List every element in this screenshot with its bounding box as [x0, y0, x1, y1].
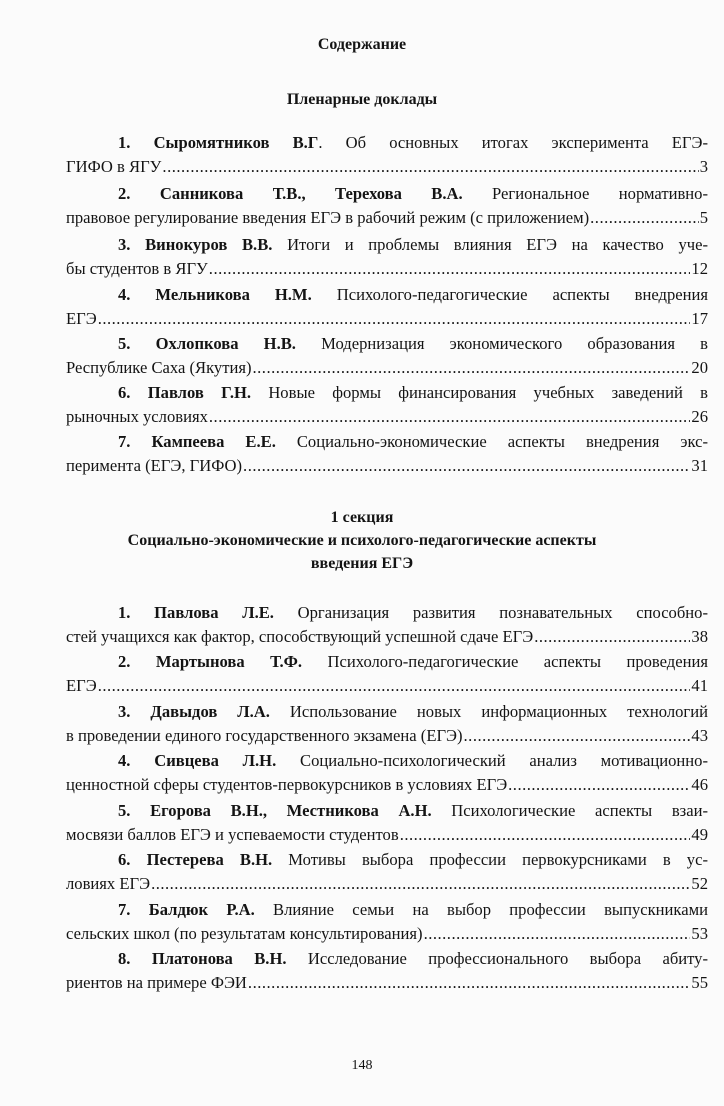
toc-entry: [66, 381, 708, 429]
toc-entry-title-cont: ловиях ЕГЭ: [66, 874, 151, 893]
toc-entry-author: 6. Пестерева В.Н.: [118, 850, 273, 869]
toc-entry-line2: [66, 625, 708, 649]
toc-entry-author: 1. Сыромятников В.Г: [118, 133, 319, 152]
toc-entry: [66, 182, 708, 230]
dot-leader: [424, 922, 691, 946]
toc-entry-line1: [66, 283, 708, 307]
toc-entry: [66, 430, 708, 478]
toc-entry-page: 53: [691, 924, 708, 943]
toc-entry-title: Влияние семьи на выбор профессии выпускниками: [254, 900, 708, 919]
toc-entry-line2: [66, 773, 708, 797]
toc-entry-title: Психологические аспекты взаи-: [431, 801, 708, 820]
toc-entry-line2: [66, 405, 708, 429]
dot-leader: [98, 674, 691, 698]
toc-entry-title: Новые формы финансирования учебных заведений в: [251, 383, 708, 402]
toc-entry-title-cont: риентов на примере ФЭИ: [66, 973, 247, 992]
section-heading-1: [0, 506, 724, 575]
dot-leader: [534, 625, 690, 649]
toc-entry-line1: [66, 601, 708, 625]
toc-entry-title-cont: ЕГЭ: [66, 676, 97, 695]
toc-entry-title-cont: сельских школ (по результатам консультирования): [66, 924, 423, 943]
toc-entry-author: 2. Санникова Т.В., Терехова В.А.: [118, 184, 463, 203]
toc-entry-author: 3. Винокуров В.В.: [118, 235, 273, 254]
toc-entry-title: Организация развития познавательных способно-: [273, 603, 708, 622]
toc-entry-page: 55: [691, 973, 708, 992]
dot-leader: [248, 971, 690, 995]
toc-entry-author: 6. Павлов Г.Н.: [118, 383, 252, 402]
toc-entry-title-cont: бы студентов в ЯГУ: [66, 259, 208, 278]
toc-entry-page: 5: [699, 208, 708, 227]
toc-entry-title: Региональное нормативно-: [462, 184, 709, 203]
toc-entry-page: 49: [691, 825, 708, 844]
dot-leader: [162, 155, 698, 179]
toc-entry: [66, 233, 708, 281]
toc-entry-title-cont: ценностной сферы студентов-первокурсников в условиях ЕГЭ: [66, 775, 508, 794]
toc-entry-line1: [66, 332, 708, 356]
toc-entry-author: 1. Павлова Л.Е.: [118, 603, 274, 622]
toc-entry-page: 20: [691, 358, 708, 377]
toc-entry-line1: [66, 131, 708, 155]
dot-leader: [151, 872, 690, 896]
toc-entry-page: 3: [699, 157, 708, 176]
toc-entry-author: 3. Давыдов Л.А.: [118, 702, 270, 721]
toc-entry-line1: [66, 430, 708, 454]
toc-entry-line1: [66, 182, 708, 206]
dot-leader: [464, 724, 691, 748]
toc-entry-title-cont: Республике Саха (Якутия): [66, 358, 252, 377]
toc-entry-title: Психолого-педагогические аспекты внедрения: [311, 285, 709, 304]
section-heading-line: введения ЕГЭ: [310, 555, 414, 572]
toc-entry-line1: [66, 700, 708, 724]
toc-entry-page: 17: [691, 309, 708, 328]
toc-entry-title-cont: в проведении единого государственного экзамена (ЕГЭ): [66, 726, 463, 745]
section-heading-plenary: [0, 88, 724, 111]
toc-entry-line1: [66, 848, 708, 872]
toc-entry: [66, 799, 708, 847]
toc-entry-title: Использование новых информационных технологий: [269, 702, 708, 721]
toc-entry-line1: [66, 898, 708, 922]
toc-entry: [66, 601, 708, 649]
dot-leader: [508, 773, 690, 797]
toc-entry-line1: [66, 749, 708, 773]
toc-entry-line1: [66, 381, 708, 405]
dot-leader: [590, 206, 699, 230]
section-heading-line: Социально-экономические и психолого-педагогические аспекты: [127, 532, 597, 549]
toc-entry-title: Психолого-педагогические аспекты проведения: [302, 652, 708, 671]
toc-entry-title: Мотивы выбора профессии первокурсниками в ус-: [272, 850, 708, 869]
toc-entry-title-cont: мосвязи баллов ЕГЭ и успеваемости студентов: [66, 825, 399, 844]
toc-entry-title: Социально-экономические аспекты внедрения экс-: [275, 432, 708, 451]
toc-entry: [66, 700, 708, 748]
toc-entry: [66, 650, 708, 698]
dot-leader: [253, 356, 691, 380]
toc-entry-author: 4. Сивцева Л.Н.: [118, 751, 277, 770]
toc-entry-line2: [66, 155, 708, 179]
toc-entry-author: 4. Мельникова Н.М.: [118, 285, 312, 304]
toc-entry-page: 41: [691, 676, 708, 695]
toc-entry-page: 46: [691, 775, 708, 794]
toc-entry-line2: [66, 257, 708, 281]
toc-entry-title-cont: ГИФО в ЯГУ: [66, 157, 162, 176]
toc-entry-title-cont: ЕГЭ: [66, 309, 97, 328]
dot-leader: [243, 454, 690, 478]
toc-entry-title: . Об основных итогах эксперимента ЕГЭ-: [318, 133, 709, 152]
toc-entry-title-cont: перимента (ЕГЭ, ГИФО): [66, 456, 243, 475]
toc-entry-title-cont: рыночных условиях: [66, 407, 208, 426]
toc-entry-author: 5. Егорова В.Н., Местникова А.Н.: [118, 801, 432, 820]
page-number: 148: [351, 1058, 373, 1073]
toc-entry: [66, 898, 708, 946]
toc-entry-author: 2. Мартынова Т.Ф.: [118, 652, 303, 671]
toc-entry-page: 31: [691, 456, 708, 475]
dot-leader: [209, 405, 691, 429]
toc-entry-title: Исследование профессионального выбора абиту-: [286, 949, 709, 968]
toc-entry-line2: [66, 872, 708, 896]
toc-entry-line2: [66, 454, 708, 478]
toc-entry-title: Социально-психологический анализ мотивационно-: [276, 751, 708, 770]
toc-entry-page: 12: [691, 259, 708, 278]
toc-entry-page: 52: [691, 874, 708, 893]
toc-entry-line1: [66, 947, 708, 971]
toc-entry-title: Модернизация экономического образования в: [295, 334, 708, 353]
toc-entry-title: Итоги и проблемы влияния ЕГЭ на качество уче-: [272, 235, 708, 254]
toc-entry-line2: [66, 674, 708, 698]
toc-entry-page: 26: [691, 407, 708, 426]
dot-leader: [400, 823, 691, 847]
toc-entry-author: 8. Платонова В.Н.: [118, 949, 287, 968]
toc-entry: [66, 131, 708, 179]
toc-entry-author: 7. Балдюк Р.А.: [118, 900, 255, 919]
toc-entry-page: 38: [691, 627, 708, 646]
toc-entry-author: 5. Охлопкова Н.В.: [118, 334, 296, 353]
toc-entry: [66, 283, 708, 331]
toc-entry-title-cont: правовое регулирование введения ЕГЭ в рабочий режим (с приложением): [66, 208, 590, 227]
toc-entry: [66, 332, 708, 380]
toc-entry-author: 7. Кампеева Е.Е.: [118, 432, 276, 451]
toc-entry-line1: [66, 650, 708, 674]
toc-entry: [66, 947, 708, 995]
toc-entry-page: 43: [691, 726, 708, 745]
toc-entry-line2: [66, 971, 708, 995]
dot-leader: [209, 257, 691, 281]
dot-leader: [98, 307, 691, 331]
toc-entry-line2: [66, 724, 708, 748]
toc-entry-line2: [66, 922, 708, 946]
section-heading-line: 1 секция: [330, 509, 394, 526]
toc-entry-line2: [66, 307, 708, 331]
section-heading-line: Пленарные доклады: [286, 91, 438, 108]
toc-entry-line2: [66, 823, 708, 847]
toc-entry-line1: [66, 233, 708, 257]
toc-entry-line2: [66, 206, 708, 230]
toc-entry-title-cont: стей учащихся как фактор, способствующий успешной сдаче ЕГЭ: [66, 627, 534, 646]
toc-entry: [66, 848, 708, 896]
toc-title: Содержание: [317, 36, 407, 53]
toc-entry-line1: [66, 799, 708, 823]
toc-entry-line2: [66, 356, 708, 380]
toc-entry: [66, 749, 708, 797]
